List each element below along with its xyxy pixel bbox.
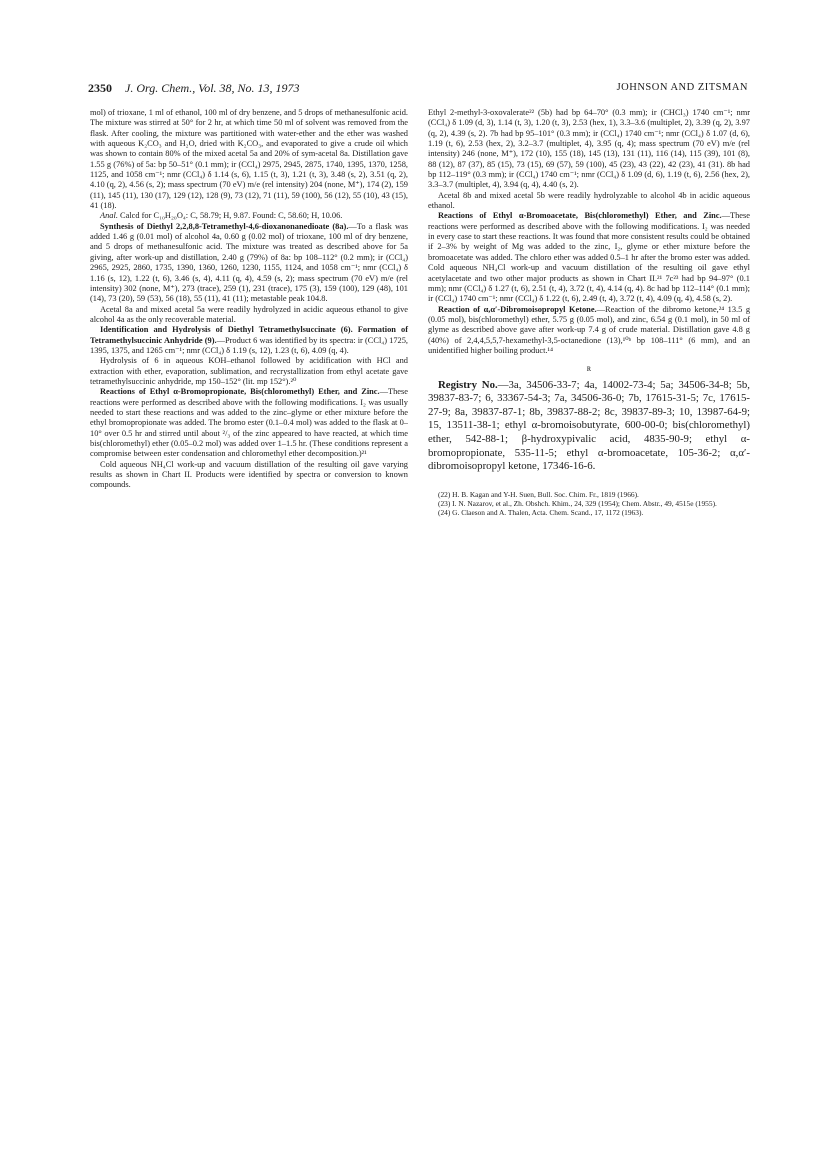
running-authors: JOHNSON AND ZITSMAN <box>616 82 748 93</box>
reference-24: (24) G. Claeson and A. Thalen, Acta. Chem. Scand., 17, 1172 (1963). <box>438 508 644 518</box>
registry-label: Registry No. <box>438 378 498 391</box>
section-heading-identification-6: Identification and Hydrolysis of Diethyl Tetramethylsuccinate (6). Formation of Tetramethylsuccinic Anhydride (9). <box>90 325 408 345</box>
section-text-dibromo-ketone: —Reaction of the dibromo ketone,²⁴ 13.5 g (0.05 mol), bis(chloromethyl) ether, 5.75 g (0.05 mol), and zinc, 6.54 g (0.1 mol), in 50 ml of glyme as described above gave after work-up 7.4 g of crude material. Distillation gave 4.8 g (40%) of 2,4,4,5,5,7-hexamethyl-3,5-octanedione (13),¹⁰ᵇ bp 108–111° (6 mm), and an unidentified higher boiling product.¹⁴ <box>428 304 751 355</box>
section-text-bromopropionate: —These reactions were performed as described above with the following modifications. I₂ was usually needed to start these reactions and was added to the zinc–glyme or ether mixture before the ethyl bromopropionate was added. The bromo ester (0.1–0.4 mol) was added to the flask at 0–10° over 0.5 hr and stirred until about ²/₃ of the zinc appeared to have reacted, at which time bis(chloromethyl) ether (0.05–0.2 mol) was added over 1–1.5 hr. (These conditions represent a compromise between ester condensation and chloromethyl ether decomposition.)²¹ <box>90 387 408 459</box>
paragraph-hydrolysis-8b: Acetal 8b and mixed acetal 5b were readily hydrolyzable to alcohol 4b in acidic aqueous ethanol. <box>428 190 750 211</box>
paragraph-dibromo-ketone <box>428 305 750 357</box>
paragraph-acetal-5a: mol) of trioxane, 1 ml of ethanol, 100 ml of dry benzene, and 5 drops of methanesulfonic acid. The mixture was stirred at 50° for 2 hr, at which time 50 ml of solvent was removed from the flask. After cooling, the mixture was partitioned with water-ether and the ether was washed with aqueous K₂CO₃ and H₂O, dried with K₂CO₃, and evaporated to give a crude oil which was shown to contain 80% of the mixed acetal 5a and 20% of sym-acetal 8a. Distillation gave 1.55 g (76%) of 5a: bp 50–51° (0.1 mm); ir (CCl₄) 2975, 2945, 2875, 1740, 1395, 1370, 1258, 1125, and 1058 cm⁻¹; nmr (CCl₄) δ 1.14 (s, 6), 1.15 (t, 3), 1.21 (t, 3), 3.48 (s, 2), 3.51 (q, 2), 4.10 (q, 2), 4.56 (s, 2); mass spectrum (70 eV) m/e (rel intensity) 204 (none, M⁺), 174 (2), 159 (11), 145 (11), 130 (17), 129 (12), 128 (9), 73 (12), 71 (11), 59 (100), 56 (12), 55 (10), 43 (15), 41 (18). <box>90 108 408 211</box>
analysis-text: Calcd for C₁₀H₂₀O₄: C, 58.79; H, 9.87. Found: C, 58.60; H, 10.06. <box>120 211 343 221</box>
reference-22: (22) H. B. Kagan and Y-H. Suen, Bull. Soc. Chim. Fr., 1819 (1966). <box>438 489 639 499</box>
paragraph-workup: Cold aqueous NH₄Cl work-up and vacuum distillation of the resulting oil gave varying results as shown in Chart II. Products were identified by spectra or conversion to known compounds. <box>90 459 408 490</box>
right-column <box>428 108 750 518</box>
page-number: 2350 <box>88 81 112 95</box>
paragraph-analysis <box>90 211 408 221</box>
paragraph-hydrolysis-6: Hydrolysis of 6 in aqueous KOH–ethanol followed by acidification with HCl and extraction with ether, evaporation, sublimation, and recrystallization from ethyl acetate gave tetramethylsuccinic anhydride, mp 150–152° (lit. mp 152°).²⁰ <box>90 356 408 386</box>
paragraph-synthesis-8a <box>90 222 408 305</box>
section-text-bromoacetate: —These reactions were performed as described above with the following modifications. I₂ was needed in every case to start these reactions. It was found that more consistent results could be obtained if 2–3% by weight of Mg was added to the zinc, I₂, glyme or ether mixture before the bromoacetate was added. The chloro ether was added 0.5–1 hr after the bromo ester was added. Cold aqueous NH₄Cl work-up and vacuum distillation of the resulting oil gave ethyl acetylacetate and two other major products as shown in Chart II.²¹ 7c²³ had bp 94–97° (0.1 mm); nmr (CCl₄) δ 1.27 (t, 6), 2.51 (t, 4), 3.72 (t, 4), 4.14 (q, 4). 8c had bp 112–114° (0.1 mm); ir (CCl₄) 1740 cm⁻¹; nmr (CCl₄) δ 1.22 (t, 6), 2.49 (t, 4), 3.72 (t, 4), 4.09 (q, 4), 4.58 (s, 2). <box>428 211 750 304</box>
section-text-identification-6: —Product 6 was identified by its spectra: ir (CCl₄) 1725, 1395, 1375, and 1265 cm⁻¹; nmr (CCl₄) δ 1.19 (s, 12), 1.23 (t, 6), 4.09 (q, 4). <box>90 335 408 355</box>
paragraph-identification-6 <box>90 325 408 356</box>
references <box>428 490 750 518</box>
paragraph-bromoacetate <box>428 211 750 304</box>
section-text-synthesis-8a: —To a flask was added 1.46 g (0.01 mol) of alcohol 4a, 0.60 g (0.02 mol) of trioxane, 100 ml of dry benzene, and 5 drops of methanesulfonic acid. The mixture was treated as described above for 5a giving, after work-up and distillation, 2.40 g (79%) of 8a: bp 108–112° (0.2 mm); ir (CCl₄) 2965, 2925, 2860, 1735, 1390, 1360, 1260, 1230, 1155, 1124, and 1058 cm⁻¹; nmr (CCl₄) δ 1.16 (s, 12), 1.22 (t, 6), 3.46 (s, 4), 4.11 (q, 4), 4.59 (s, 2); mass spectrum (70 eV) m/e (rel intensity) 302 (none, M⁺), 273 (trace), 259 (1), 231 (trace), 175 (3), 159 (100), 129 (48), 101 (14), 73 (20), 59 (53), 56 (18), 55 (11), 41 (11); metastable peak 104.8. <box>90 221 408 304</box>
journal-citation: J. Org. Chem., Vol. 38, No. 13, 1973 <box>125 81 300 95</box>
header-left <box>88 81 300 96</box>
section-heading-synthesis-8a: Synthesis of Diethyl 2,2,8,8-Tetramethyl-4,6-dioxanonanedioate (8a). <box>100 221 349 231</box>
left-column <box>90 108 408 491</box>
section-mark: ʀ <box>586 363 592 374</box>
section-heading-bromoacetate: Reactions of Ethyl α-Bromoacetate, Bis(chloromethyl) Ether, and Zinc. <box>438 211 722 221</box>
registry-text: —3a, 34506-33-7; 4a, 14002-73-4; 5a; 34506-34-8; 5b, 39837-83-7; 6, 33367-54-3; 7a, 34506-36-0; 7b, 17615-31-5; 7c, 17615-27-9; 8a, 39837-87-1; 8b, 39837-88-2; 8c, 39837-89-3; 10, 13987-64-9; 15, 13511-38-1; ethyl α-bromoisobutyrate, 600-00-0; bis(chloromethyl) ether, 542-88-1; β-hydroxypivalic acid, 4835-90-9; ethyl α-bromopropionate, 535-11-5; ethyl α-bromoacetate, 105-36-2; α,α′-dibromoisopropyl ketone, 17346-16-6. <box>428 378 751 473</box>
analysis-label: Anal. <box>100 211 118 221</box>
paragraph-hydrolysis-acetals: Acetal 8a and mixed acetal 5a were readily hydrolyzed in acidic aqueous ethanol to give alcohol 4a as the only recoverable material. <box>90 304 408 324</box>
reference-23: (23) I. N. Nazarov, et al., Zh. Obshch. Khim., 24, 329 (1954); Chem. Abstr., 49, 4515e (1955). <box>438 499 717 509</box>
paragraph-bromopropionate <box>90 387 408 459</box>
section-heading-dibromo-ketone: Reaction of α,α′-Dibromoisopropyl Ketone. <box>438 304 597 314</box>
page-header <box>88 81 748 101</box>
section-heading-bromopropionate: Reactions of Ethyl α-Bromopropionate, Bis(chloromethyl) Ether, and Zinc. <box>100 387 380 397</box>
paragraph-oxovalerate: Ethyl 2-methyl-3-oxovalerate²² (5b) had bp 64–70° (0.3 mm); ir (CHCl₃) 1740 cm⁻¹; nmr (CCl₄) δ 1.09 (d, 3), 1.14 (t, 3), 1.20 (t, 3), 2.53 (hex, 1), 3.3–3.6 (multiplet, 2), 3.39 (q, 2), 3.97 (q, 2), 4.39 (s, 2). 7b had bp 95–101° (0.3 mm); ir (CCl₄) 1740 cm⁻¹; nmr (CCl₄) δ 1.07 (d, 6), 1.19 (t, 6), 2.53 (hex, 2), 3.2–3.7 (multiplet, 4), 3.95 (q, 4); mass spectrum (70 eV) m/e (rel intensity) 246 (none, M⁺), 172 (10), 155 (18), 145 (13), 131 (11), 116 (14), 115 (39), 101 (8), 88 (12), 87 (37), 85 (15), 73 (15), 69 (57), 59 (100), 45 (23), 43 (22), 42 (23), 41 (31). 8b had bp 112–119° (0.3 mm); ir (CCl₄) 1740 cm⁻¹; nmr (CCl₄) δ 1.09 (d, 6), 1.19 (t, 6), 2.56 (hex, 2), 3.3–3.7 (multiplet, 4), 3.94 (q, 4), 4.40 (s, 2). <box>428 108 750 190</box>
registry-numbers <box>428 379 750 474</box>
